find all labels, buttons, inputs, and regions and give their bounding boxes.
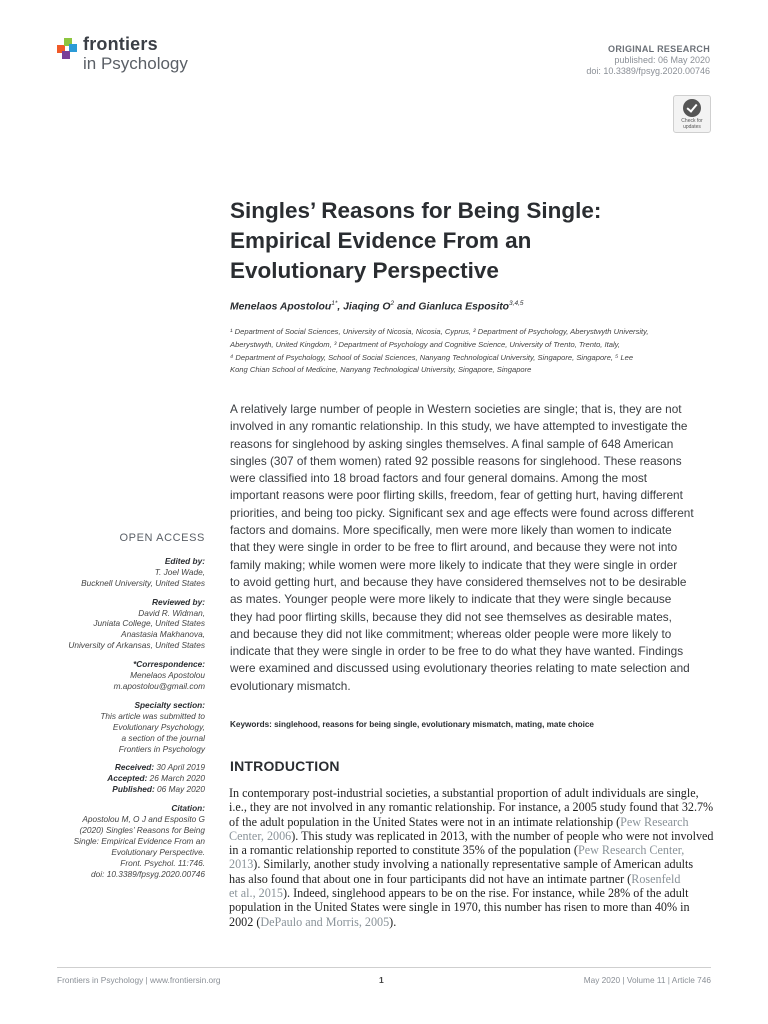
logo-subtitle: in Psychology [83, 54, 188, 73]
abstract-line: and because they did not like commitment; whereas older people were more likely to [230, 626, 672, 641]
abstract-line: reasons for singlehood by asking singles themselves. A final sample of 648 American [230, 436, 674, 451]
abstract-line: were examined and discussed using evolutionary theories relating to mate selection and [230, 661, 690, 676]
reviewer-affiliation: Juniata College, United States [93, 618, 205, 629]
abstract-line: that they were single in order to be free to flirt around, and because they were not into [230, 540, 678, 555]
citation-link[interactable]: Rosenfeld [631, 871, 681, 886]
edited-by-label: Edited by: [164, 555, 205, 566]
footer-journal[interactable]: Frontiers in Psychology | www.frontiersin.org [57, 975, 221, 985]
footer-issue: May 2020 | Volume 11 | Article 746 [583, 975, 711, 985]
abstract-line: important reasons were poor flirting skills, freedom, fear of getting hurt, having different [230, 488, 683, 503]
abstract-line: family making; while women were more likely to indicate that they were single in order [230, 557, 678, 572]
intro-line: 2013). Similarly, another study involving a nationally representative sample of American adults [229, 857, 694, 872]
affiliation-line: Kong Chian School of Medicine, Nanyang Technological University, Singapore, Singapore [230, 365, 532, 375]
page-number: 1 [379, 975, 384, 985]
abstract-line: evolutionary mismatch. [230, 678, 351, 693]
abstract [230, 401, 712, 695]
reviewed-by-label: Reviewed by: [151, 596, 205, 607]
citation-line: Evolutionary Perspective. [111, 846, 205, 857]
accepted-date: Accepted: 26 March 2020 [107, 773, 205, 784]
check-for-updates-badge[interactable] [673, 95, 711, 133]
citation-link[interactable]: et al., 2015 [229, 886, 283, 901]
citation-link[interactable]: DePaulo and Morris, 2005 [260, 914, 390, 929]
citation-doi[interactable]: doi: 10.3389/fpsyg.2020.00746 [91, 868, 205, 879]
intro-line: 2002 (DePaulo and Morris, 2005). [229, 914, 397, 929]
intro-line: i.e., they are not involved in any romantic relationship. For instance, a 2005 study found that 32.7% [229, 800, 714, 815]
abstract-line: indicate that they were single in order to be free to do what they have wanted. Findings [230, 644, 684, 659]
correspondence-label: *Correspondence: [133, 659, 205, 670]
abstract-line: factors and domains. More specifically, men were more likely than women to indicate [230, 523, 672, 538]
keywords: Keywords: singlehood, reasons for being single, evolutionary mismatch, mating, mate choice [230, 720, 594, 729]
affiliation-line: Aberystwyth, United Kingdom, ³ Department of Psychology and Cognitive Science, University of Trento, Trento, Italy, [230, 339, 620, 349]
editor-name[interactable]: T. Joel Wade, [154, 566, 205, 577]
abstract-line: singles (307 of them women) rated 92 possible reasons for singlehood. These reasons [230, 453, 682, 468]
reviewer-name[interactable]: Anastasia Makhanova, [121, 629, 205, 640]
footer-divider [57, 967, 711, 968]
logo-title: frontiers [83, 34, 158, 54]
published-date: published: 06 May 2020 [614, 55, 710, 65]
received-date: Received: 30 April 2019 [114, 762, 205, 773]
author-name[interactable]: Gianluca Esposito [418, 301, 510, 313]
section-heading-introduction: INTRODUCTION [230, 758, 340, 774]
affiliations [230, 326, 720, 377]
citation-link[interactable]: Pew Research Center, [577, 843, 685, 858]
specialty-label: Specialty section: [134, 699, 205, 710]
citation-line: (2020) Singles’ Reasons for Being [79, 824, 205, 835]
journal-logo [57, 34, 207, 84]
citation-link[interactable]: 2013 [229, 857, 254, 872]
specialty-line: a section of the journal [121, 732, 205, 743]
title-line: Evolutionary Perspective [230, 258, 499, 283]
article-meta [586, 44, 710, 77]
editor-affiliation: Bucknell University, United States [81, 577, 205, 588]
intro-line: in a romantic relationship reported to constitute 35% of the population (Pew Research Center, [229, 843, 685, 858]
title-line: Empirical Evidence From an [230, 228, 532, 253]
check-icon [683, 99, 701, 117]
affiliation-line: ¹ Department of Social Sciences, University of Nicosia, Nicosia, Cyprus, ² Department of Psychology, Aberystwyth University, [230, 327, 649, 336]
affiliation-line: ⁴ Department of Psychology, School of Social Sciences, Nanyang Technological University, Singapore, Singapore, ⁵ Lee [230, 352, 634, 362]
citation-line: Single: Empirical Evidence From an [73, 835, 205, 846]
citation-link[interactable]: Center, 2006 [229, 828, 292, 843]
correspondence-name: Menelaos Apostolou [130, 670, 205, 681]
frontiers-logo-icon [57, 36, 79, 60]
intro-line: population in the United States were single in 1970, this number has risen to more than 40% in [229, 900, 690, 915]
author-list: Menelaos Apostolou$^{1*}$, Jiaqing $O^2$ and Gianluca Esposito$^{3,4,5}$ [230, 300, 524, 313]
open-access-label: OPEN ACCESS [119, 532, 205, 544]
abstract-line: they had poor flirting skills, because they did not see themselves as desirable mates, [230, 609, 672, 624]
specialty-line: This article was submitted to [100, 710, 205, 721]
intro-line: has also found that about one in four participants did not have an intimate partner (Rosenfeld [229, 871, 681, 886]
published-date-sidebar: Published: 06 May 2020 [112, 784, 205, 795]
intro-line: In contemporary post-industrial societies, a substantial proportion of adult individuals are single, [229, 786, 699, 800]
author-name[interactable]: Menelaos Apostolou [230, 301, 332, 313]
abstract-line: A relatively large number of people in Western societies are single; that is, they are not [230, 402, 682, 416]
intro-line: et al., 2015). Indeed, singlehood appears to be on the rise. For instance, while 28% of the adult [229, 886, 689, 901]
abstract-line: were classified into 18 broad factors and four general domains. Among the most [230, 471, 648, 486]
introduction-text [229, 786, 714, 929]
title-line: Singles’ Reasons for Being Single: [230, 198, 602, 223]
reviewer-affiliation: University of Arkansas, United States [68, 640, 205, 651]
citation-line: Apostolou M, O J and Esposito G [82, 814, 205, 825]
specialty-line: Evolutionary Psychology, [112, 721, 205, 732]
specialty-line: Frontiers in Psychology [118, 743, 205, 754]
intro-line: Center, 2006). This study was replicated in 2013, with the number of people who were not involved [229, 828, 714, 843]
abstract-line: involved in any romantic relationship. In this study, we have attempted to investigate the [230, 419, 688, 434]
reviewer-name[interactable]: David R. Widman, [138, 607, 205, 618]
article-doi[interactable]: doi: 10.3389/fpsyg.2020.00746 [586, 66, 710, 76]
abstract-line: to avoid getting hurt, and because they have considered themselves not to be desirable [230, 574, 687, 589]
citation-line: Front. Psychol. 11:746. [120, 857, 205, 868]
article-title [230, 196, 710, 286]
intro-line: of the adult population in the United States were not in an intimate relationship (Pew Research [229, 814, 689, 829]
article-type: ORIGINAL RESEARCH [608, 44, 710, 54]
abstract-line: as mates. Younger people were more likely to indicate that they were single because [230, 592, 672, 607]
citation-label: Citation: [171, 803, 205, 814]
correspondence-email[interactable]: m.apostolou@gmail.com [113, 680, 205, 691]
citation-link[interactable]: Pew Research [620, 814, 689, 829]
author-name[interactable]: Jiaqing O [343, 301, 391, 313]
article-info-sidebar [5, 533, 205, 879]
abstract-line: priorities, and being too picky. Significant sex and age effects were found across different [230, 505, 694, 520]
check-badge-text: Check for updates [681, 118, 703, 130]
